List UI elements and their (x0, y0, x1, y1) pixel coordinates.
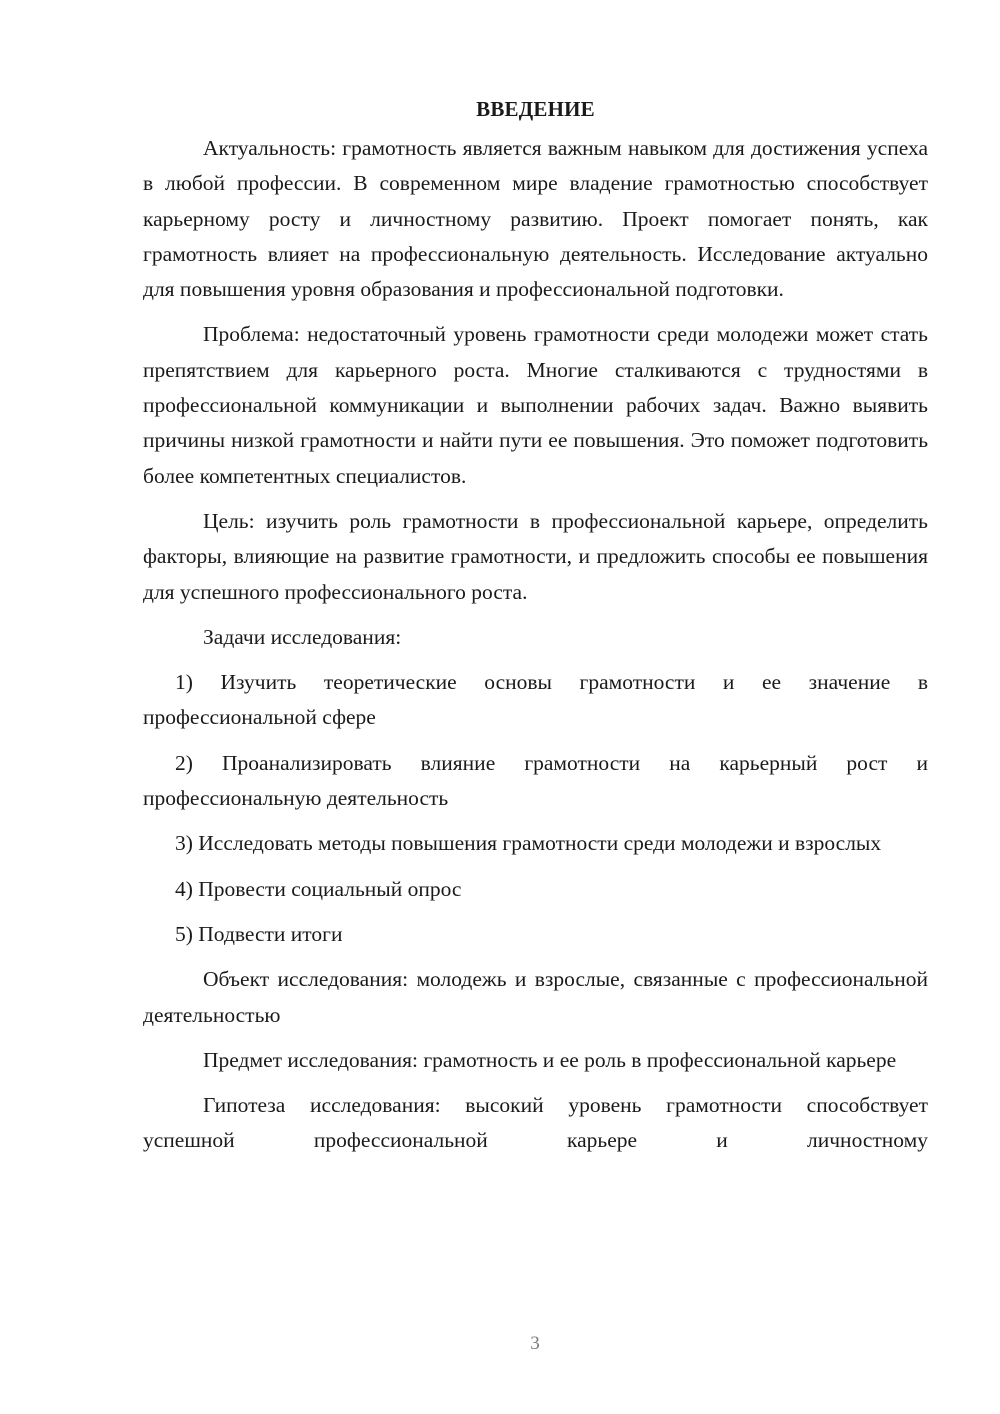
subject-paragraph: Предмет исследования: грамотность и ее роль в профессиональной карьере (203, 1047, 897, 1072)
task-item-3: 3) Исследовать методы повышения грамотности среди молодежи и взрослых (175, 831, 882, 856)
goal-paragraph: Цель: изучить роль грамотности в профессиональной карьере, определить факторы, влияющие на развитие грамотности, и предложить способы ее повышения для успешного профессионального роста. (143, 508, 928, 604)
task-item-2: 2) Проанализировать влияние грамотности на карьерный рост и профессиональную деятельность (143, 750, 928, 811)
task-item-5: 5) Подвести итоги (175, 921, 343, 946)
document-page (143, 92, 928, 1169)
tasks-heading: Задачи исследования: (203, 624, 402, 649)
page-title: ВВЕДЕНИЕ (476, 97, 595, 121)
problem-paragraph: Проблема: недостаточный уровень грамотности среди молодежи может стать препятствием для карьерного роста. Многие сталкиваются с трудностями в профессиональной коммуникации и выполнении рабочих задач. Важно выявить причины низкой грамотности и найти пути ее повышения. Это поможет подготовить более компетентных специалистов. (143, 322, 928, 488)
task-item-1: 1) Изучить теоретические основы грамотности и ее значение в профессиональной сфере (143, 670, 928, 730)
task-item-4: 4) Провести социальный опрос (175, 876, 462, 901)
object-paragraph: Объект исследования: молодежь и взрослые, связанные с профессиональной деятельностью (143, 967, 928, 1027)
relevance-paragraph: Актуальность: грамотность является важным навыком для достижения успеха в любой профессии. В современном мире владение грамотностью способствует карьерному росту и личностному развитию. Проект помогает понять, как грамотность влияет на профессиональную деятельность. Исследование актуально для повышения уровня образования и профессиональной подготовки. (143, 136, 928, 302)
page-number: 3 (530, 1333, 540, 1354)
hypothesis-paragraph: Гипотеза исследования: высокий уровень грамотности способствует успешной профессиональной карьере и личностному (143, 1093, 928, 1153)
